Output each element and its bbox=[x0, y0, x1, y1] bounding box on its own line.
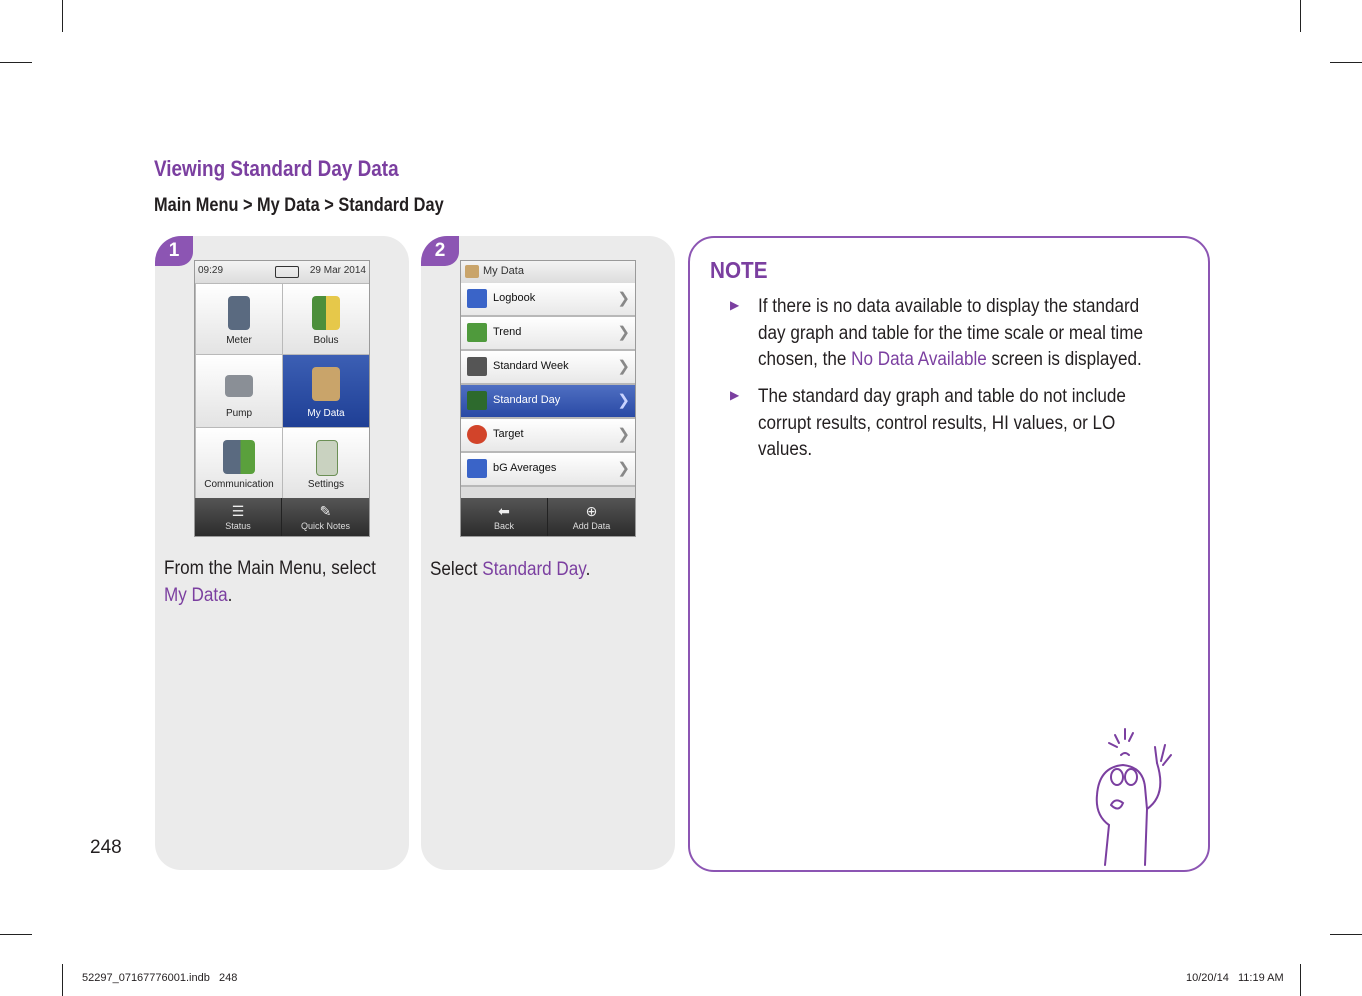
menu-item-logbook[interactable] bbox=[461, 283, 635, 317]
step2-highlight: Standard Day bbox=[482, 559, 586, 580]
pump-icon bbox=[225, 375, 253, 397]
meter-icon bbox=[228, 296, 250, 330]
chevron-right-icon: ❯ bbox=[617, 324, 630, 341]
no-data-available-highlight: No Data Available bbox=[851, 349, 987, 370]
bullet-arrow-icon: ▶ bbox=[730, 298, 740, 312]
crop-mark bbox=[1300, 964, 1301, 996]
note-bullet-1 bbox=[758, 294, 1143, 374]
note-bullet-2 bbox=[758, 384, 1126, 464]
back-label: Back bbox=[493, 521, 514, 531]
item-label: Logbook bbox=[493, 292, 536, 304]
menu-tile-my-data[interactable] bbox=[282, 354, 370, 428]
date: 29 Mar 2014 bbox=[309, 265, 366, 276]
menu-tile-bolus[interactable] bbox=[282, 283, 370, 355]
my-data-header-icon bbox=[465, 265, 479, 278]
menu-item-bg-averages[interactable] bbox=[461, 453, 635, 487]
communication-icon bbox=[223, 440, 255, 474]
chevron-right-icon: ❯ bbox=[617, 426, 630, 443]
chevron-right-icon: ❯ bbox=[617, 392, 630, 409]
note-text-line: The standard day graph and table do not include bbox=[758, 386, 1126, 407]
slug-left: 52297_07167776001.indb 248 bbox=[82, 972, 238, 984]
chevron-right-icon: ❯ bbox=[617, 290, 630, 307]
crop-mark bbox=[1330, 934, 1362, 935]
crop-mark bbox=[62, 964, 63, 996]
add-data-button[interactable] bbox=[548, 498, 635, 536]
screen-header: My Data bbox=[483, 265, 524, 277]
note-text-line: chosen, the bbox=[758, 349, 852, 370]
standard-week-icon bbox=[467, 357, 487, 376]
status-button[interactable] bbox=[195, 498, 282, 536]
step1-instruction bbox=[164, 555, 376, 609]
step1-highlight: My Data bbox=[164, 585, 228, 606]
menu-item-target[interactable] bbox=[461, 419, 635, 453]
quick-notes-button[interactable] bbox=[282, 498, 369, 536]
menu-item-trend[interactable] bbox=[461, 317, 635, 351]
tile-label: Pump bbox=[225, 408, 253, 419]
step2-instruction bbox=[430, 556, 590, 583]
add-data-label: Add Data bbox=[572, 521, 611, 531]
note-title: NOTE bbox=[710, 257, 768, 283]
menu-tile-meter[interactable] bbox=[195, 283, 283, 355]
header-bar bbox=[461, 261, 635, 284]
back-arrow-icon: ⬅ bbox=[498, 503, 510, 519]
chevron-right-icon: ❯ bbox=[617, 358, 630, 375]
settings-icon bbox=[316, 440, 338, 476]
tile-label: Communication bbox=[204, 479, 274, 490]
bottom-bar bbox=[461, 498, 635, 536]
slug-right: 10/20/14 11:19 AM bbox=[1186, 972, 1284, 984]
note-text-line: If there is no data available to display the standard bbox=[758, 296, 1140, 317]
step2-text: Select bbox=[430, 559, 483, 580]
bg-averages-icon bbox=[467, 459, 487, 478]
crop-mark bbox=[1330, 62, 1362, 63]
bolus-icon bbox=[312, 296, 340, 330]
target-icon bbox=[467, 425, 487, 444]
status-label: Status bbox=[225, 521, 251, 531]
crop-mark bbox=[62, 0, 63, 32]
crop-mark bbox=[1300, 0, 1301, 32]
step1-text: From the Main Menu, select bbox=[164, 558, 376, 579]
tile-label: My Data bbox=[307, 408, 345, 419]
step2-badge: 2 bbox=[421, 236, 459, 266]
item-label: Standard Day bbox=[493, 394, 561, 406]
note-text-line: screen is displayed. bbox=[986, 349, 1142, 370]
clock-time: 09:29 bbox=[198, 265, 224, 276]
main-menu-screen bbox=[194, 260, 370, 537]
page-title: Viewing Standard Day Data bbox=[154, 156, 399, 181]
page-number: 248 bbox=[90, 837, 122, 858]
crop-mark bbox=[0, 62, 32, 63]
bottom-bar bbox=[195, 498, 369, 536]
menu-item-standard-day[interactable] bbox=[461, 385, 635, 419]
item-label: bG Averages bbox=[493, 462, 557, 474]
logbook-icon bbox=[467, 289, 487, 308]
battery-icon bbox=[275, 266, 299, 278]
tile-label: Settings bbox=[307, 479, 345, 490]
step1-badge: 1 bbox=[155, 236, 193, 266]
bullet-arrow-icon: ▶ bbox=[730, 388, 740, 402]
note-text-line: corrupt results, control results, HI values, or LO bbox=[758, 412, 1116, 434]
menu-tile-pump[interactable] bbox=[195, 354, 283, 428]
crop-mark bbox=[0, 934, 32, 935]
tile-label: Meter bbox=[226, 335, 252, 346]
add-icon: ⊕ bbox=[585, 503, 598, 519]
quick-notes-icon: ✎ bbox=[319, 503, 332, 519]
menu-item-standard-week[interactable] bbox=[461, 351, 635, 385]
my-data-screen bbox=[460, 260, 636, 537]
standard-day-icon bbox=[467, 391, 487, 410]
item-label: Target bbox=[493, 428, 524, 440]
item-label: Trend bbox=[493, 326, 522, 338]
back-button[interactable] bbox=[461, 498, 548, 536]
quick-notes-label: Quick Notes bbox=[300, 521, 351, 531]
trend-icon bbox=[467, 323, 487, 342]
my-data-icon bbox=[312, 367, 340, 401]
note-text-line: day graph and table for the time scale or meal time bbox=[758, 322, 1143, 344]
step1-text-end: . bbox=[227, 585, 233, 606]
mascot-illustration bbox=[1085, 725, 1205, 871]
breadcrumb: Main Menu > My Data > Standard Day bbox=[154, 195, 444, 216]
item-label: Standard Week bbox=[493, 360, 569, 372]
note-text-line: values. bbox=[758, 439, 813, 460]
step2-text-end: . bbox=[585, 559, 591, 580]
status-bar bbox=[195, 261, 369, 284]
menu-tile-communication[interactable] bbox=[195, 427, 283, 499]
status-icon: ☰ bbox=[231, 503, 245, 519]
menu-tile-settings[interactable] bbox=[282, 427, 370, 499]
chevron-right-icon: ❯ bbox=[617, 460, 630, 477]
tile-label: Bolus bbox=[313, 335, 339, 346]
